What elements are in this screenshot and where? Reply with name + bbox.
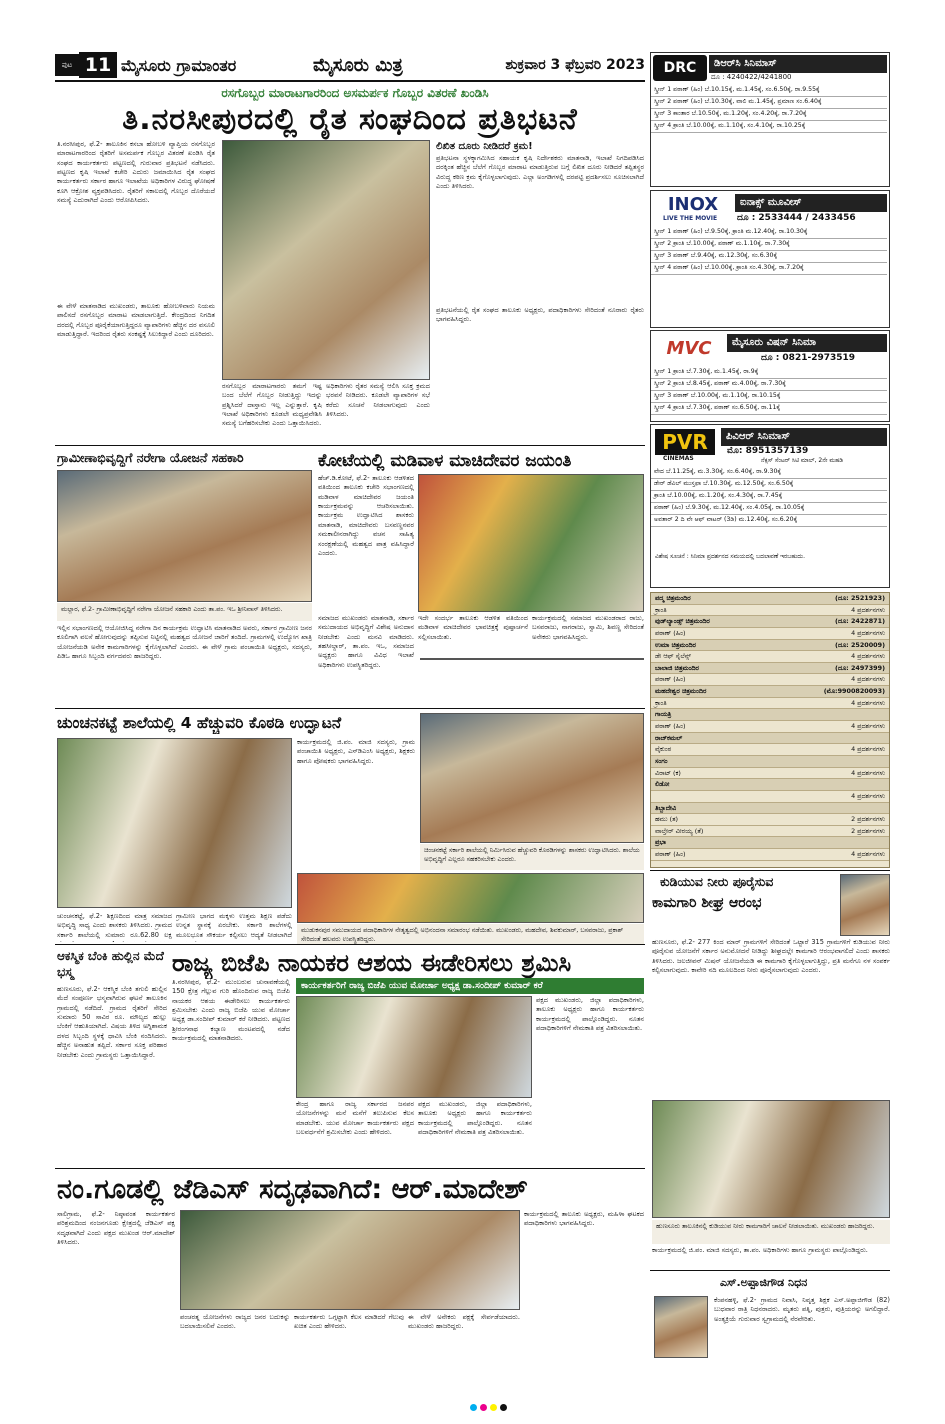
jds-photo bbox=[180, 1210, 520, 1310]
mvc-rows bbox=[651, 367, 887, 415]
show-count: 4 ಪ್ರದರ್ಶನಗಳು bbox=[851, 768, 885, 777]
theatre-name-row bbox=[651, 663, 889, 675]
section-rule-2 bbox=[55, 708, 645, 709]
theatre-show-row bbox=[651, 698, 889, 710]
pvr-logo: PVR bbox=[655, 429, 715, 455]
movie-title: ಕ್ರಾಂತಿ bbox=[655, 698, 667, 707]
lead-col1: ತಿ.ನರಸೀಪುರ, ಫೆ.2- ತಾಲೂಕಿನ ಕಸಬಾ ಹೋಬಳಿ ವ್ಯಾಪ್ತಿಯ ರಸಗೊಬ್ಬರ ಮಾರಾಟಗಾರರಿಂದ ರೈತರಿಗೆ ಅಸಮರ್ಪಕ ಗೊಬ್ಬರ ವಿತರಣೆ ಖಂಡಿಸಿ ರೈತ ಸಂಘದ ಕಾರ್ಯಕರ್ತರು ಪಟ್ಟಣದಲ್ಲಿ ಗುರುವಾರ ಪ್ರತಿಭಟನೆ ನಡೆಸಿದರು. ಪಟ್ಟಣದ ಕೃಷಿ ಇಲಾಖೆ ಕಚೇರಿ ಎದುರು ಜಮಾಯಿಸಿದ ರೈತ ಸಂಘದ ಕಾರ್ಯಕರ್ತರು ಸರ್ಕಾರ ಹಾಗೂ ಇಲಾಖೆಯ ಅಧಿಕಾರಿಗಳ ವಿರುದ್ಧ ಘೋಷಣೆ ಕೂಗಿ ಆಕ್ರೋಶ ವ್ಯಕ್ತಪಡಿಸಿದರು. ರೈತರಿಗೆ ಸಕಾಲದಲ್ಲಿ ಗೊಬ್ಬರ ದೊರೆಯದೆ ಸಮಸ್ಯೆ ಎದುರಾಗಿದೆ ಎಂದು ಆರೋಪಿಸಿದರು. bbox=[57, 140, 215, 205]
bjp-headline: ರಾಜ್ಯ ಬಿಜೆಪಿ ನಾಯಕರ ಆಶಯ ಈಡೇರಿಸಲು ಶ್ರಮಿಸಿ bbox=[172, 949, 572, 977]
theatre-show-row bbox=[651, 768, 889, 780]
pvr-address: ನೆಕ್ಸಸ್ ಸೆಂಟರ್ ಸಿಟಿ ಮಾಲ್, 2ನೇ ಮಹಡಿ bbox=[761, 457, 844, 464]
water-mug-photo bbox=[840, 874, 890, 936]
pvr-row: ಡೇರ್ ಡೆವಿಲ್ ಮುಸ್ತಫಾ ಬೆ.10.30ಕ್ಕೆ, ಮ.12.50ಕ್ಕೆ, ಸಂ.6.50ಕ್ಕೆ bbox=[651, 479, 887, 491]
inox-logo: INOX bbox=[667, 193, 719, 215]
inox-row: ಸ್ಕ್ರೀನ್ 1 ಪಠಾಣ್ (ಹಿಂ) ಬೆ.9.50ಕ್ಕೆ, ಕ್ರಾಂತಿ ಮ.12.40ಕ್ಕೆ, ರಾ.10.30ಕ್ಕೆ bbox=[651, 227, 887, 239]
inox-row: ಸ್ಕ್ರೀನ್ 4 ಪಠಾಣ್ (ಹಿಂ) ಬೆ.10.00ಕ್ಕೆ, ಕ್ರಾಂತಿ ಸಂ.4.30ಕ್ಕೆ, ರಾ.7.20ಕ್ಕೆ bbox=[651, 263, 887, 275]
page-number: 11 bbox=[79, 52, 117, 78]
theatre-list bbox=[650, 592, 890, 868]
drc-box bbox=[650, 52, 890, 187]
school-photo-right bbox=[420, 658, 644, 660]
jds-col5: ಕಾರ್ಯಕ್ರಮದಲ್ಲಿ ತಾಲೂಕು ಅಧ್ಯಕ್ಷರು, ಮಹಿಳಾ ಘಟಕದ ಪದಾಧಿಕಾರಿಗಳು ಭಾಗವಹಿಸಿದ್ದರು. bbox=[524, 1210, 644, 1228]
show-count: 4 ಪ್ರದರ್ಶನಗಳು bbox=[851, 722, 885, 731]
theatre-name-row bbox=[651, 593, 889, 605]
mvc-phone: ದೂ : 0821-2973519 bbox=[761, 353, 856, 363]
theatre-name-row bbox=[651, 733, 889, 745]
theatre-name-row bbox=[651, 837, 889, 849]
obit-photo bbox=[654, 1296, 708, 1358]
mvc-row: ಸ್ಕ್ರೀನ್ 4 ಕ್ರಾಂತಿ ಬೆ.7.30ಕ್ಕೆ, ಪಠಾಣ್ ಸಂ.6.50ಕ್ಕೆ, ರಾ.11ಕ್ಕೆ bbox=[651, 403, 887, 415]
obit-body: ಕೆಂಪನಹಳ್ಳಿ, ಫೆ.2- ಗ್ರಾಮದ ನಿವಾಸಿ, ನಿವೃತ್ತ ಶಿಕ್ಷಕ ಎಸ್.ಅಪ್ಪಾಜಿಗೌಡ (82) ಬುಧವಾರ ರಾತ್ರಿ ನಿಧನರಾದರು. ಮೃತರು ಪತ್ನಿ, ಪುತ್ರರು, ಪುತ್ರಿಯರನ್ನು ಅಗಲಿದ್ದಾರೆ. ಅಂತ್ಯಕ್ರಿಯೆ ಗುರುವಾರ ಸ್ವಗ್ರಾಮದಲ್ಲಿ ನೆರವೇರಿತು. bbox=[714, 1296, 890, 1323]
gram-headline: ಗ್ರಾಮೀಣಾಭಿವೃದ್ಧಿಗೆ ನರೇಗಾ ಯೋಜನೆ ಸಹಕಾರಿ bbox=[57, 450, 244, 465]
group-photo bbox=[297, 873, 644, 923]
drc-name: ಡಿಆರ್‌ಸಿ ಸಿನಿಮಾಸ್ bbox=[709, 55, 887, 73]
water-body: ಹುಣಸೂರು, ಫೆ.2- 277 ಕಿಂದ ಮಾರ್ ಗ್ರಾಮಗಳಿಗೆ ಸೇರಿದಂತೆ ಒಟ್ಟಾರೆ 315 ಗ್ರಾಮಗಳಿಗೆ ಕುಡಿಯುವ ನೀರು ಪೂರೈಸುವ ಯೋಜನೆಗೆ ಸರ್ಕಾರ ಅನುಮೋದನೆ ನೀಡಿದ್ದು ಶೀಘ್ರದಲ್ಲೇ ಕಾಮಗಾರಿ ಆರಂಭವಾಗಲಿದೆ ಎಂದು ಶಾಸಕರು ತಿಳಿಸಿದರು. ಜಲಜೀವನ್ ಮಿಷನ್ ಯೋಜನೆಯಡಿ ಈ ಕಾಮಗಾರಿ ಕೈಗೊಳ್ಳಲಾಗುತ್ತಿದ್ದು, ಪ್ರತಿ ಮನೆಗೂ ನಳ ಸಂಪರ್ಕ ಕಲ್ಪಿಸಲಾಗುವುದು. ಕಾವೇರಿ ನದಿ ಮೂಲದಿಂದ ನೀರು ಪೂರೈಸಲಾಗುವುದು ಎಂದರು. bbox=[652, 938, 890, 975]
theatre-phone: (ಮೊ:9900820093) bbox=[823, 687, 885, 696]
pvr-phone: ಮೊ: 8951357139 bbox=[727, 446, 809, 456]
theatre-show-row bbox=[651, 651, 889, 663]
show-count: 4 ಪ್ರದರ್ಶನಗಳು bbox=[851, 628, 885, 637]
drc-row: ಸ್ಕ್ರೀನ್ 4 ಕ್ರಾಂತಿ ಬೆ.10.00ಕ್ಕೆ, ಮ.1.10ಕ್ಕೆ, ಸಂ.4.10ಕ್ಕೆ, ರಾ.10.25ಕ್ಕೆ bbox=[651, 121, 887, 133]
kote-body3: ಕಾರ್ಯಕ್ರಮದಲ್ಲಿ ಸಮಾಜದ ಮುಖಂಡರಾದ ರಾಜು, ಬಸವರಾಜು, ನಾಗರಾಜು, ಸ್ವಾಮಿ, ಶಿವಣ್ಣ ಸೇರಿದಂತೆ ಅನೇಕರು ಭಾಗವಹಿಸಿದ್ದರು. bbox=[532, 614, 644, 641]
school-photo bbox=[57, 738, 292, 908]
bjp-col4: ಪಕ್ಷದ ಮುಖಂಡರು, ಜಿಲ್ಲಾ ಪದಾಧಿಕಾರಿಗಳು, ತಾಲೂಕು ಅಧ್ಯಕ್ಷರು ಹಾಗೂ ಕಾರ್ಯಕರ್ತರು ಕಾರ್ಯಕ್ರಮದಲ್ಲಿ ಪಾಲ್ಗೊಂಡಿದ್ದರು. ನೂತನ ಪದಾಧಿಕಾರಿಗಳಿಗೆ ನೇಮಕಾತಿ ಪತ್ರ ವಿತರಿಸಲಾಯಿತು. bbox=[536, 996, 644, 1033]
masthead-rule bbox=[55, 80, 645, 82]
lead-photo bbox=[222, 140, 430, 380]
inox-box bbox=[650, 190, 890, 328]
theatre-phone: (ದೂ: 2520009) bbox=[835, 640, 885, 649]
show-count: 2 ಪ್ರದರ್ಶನಗಳು bbox=[851, 815, 885, 824]
theatre-name: ಮಹದೇಶ್ವರ ಚಿತ್ರಮಂದಿರ bbox=[655, 687, 707, 696]
movie-title: ಪಠಾಣ್ (ಹಿಂ) bbox=[655, 722, 686, 731]
movie-title: ಪಠಾಣ್ (ಹಿಂ) bbox=[655, 628, 686, 637]
mvc-row: ಸ್ಕ್ರೀನ್ 1 ಕ್ರಾಂತಿ ಬೆ.7.30ಕ್ಕೆ, ಮ.1.45ಕ್ಕೆ, ರಾ.9ಕ್ಕೆ bbox=[651, 367, 887, 379]
jds-col2: ಪಂಚರತ್ನ ಯೋಜನೆಗಳು ರಾಜ್ಯದ ಜನರ ಬದುಕನ್ನು ಬದಲಾಯಿಸಲಿವೆ ಎಂದರು. bbox=[180, 1313, 290, 1331]
theatre-show-row bbox=[651, 721, 889, 733]
gram-caption: ಮಲ್ಲಾರ, ಫೆ.2- ಗ್ರಾಮೀಣಾಭಿವೃದ್ಧಿಗೆ ನರೇಗಾ ಯೋಜನೆ ಸಹಕಾರಿ ಎಂದು ತಾ.ಪಂ. ಇಒ ಶ್ರೀನಿವಾಸ್ ತಿಳಿಸಿದರು. bbox=[57, 603, 312, 621]
mvc-row: ಸ್ಕ್ರೀನ್ 2 ಕ್ರಾಂತಿ ಬೆ.8.45ಕ್ಕೆ, ಪಠಾಣ್ ಮ.4.00ಕ್ಕೆ, ರಾ.7.30ಕ್ಕೆ bbox=[651, 379, 887, 391]
theatre-name-row bbox=[651, 616, 889, 628]
jds-col4: ಈ ವೇಳೆ ಅನೇಕರು ಪಕ್ಷಕ್ಕೆ ಸೇರ್ಪಡೆಯಾದರು. ಮುಖಂಡರು ಹಾಜರಿದ್ದರು. bbox=[408, 1313, 520, 1331]
masthead bbox=[55, 52, 645, 78]
theatre-show-row bbox=[651, 826, 889, 838]
theatre-phone: (ದೂ: 2422871) bbox=[835, 617, 885, 626]
mvc-logo: MVC bbox=[666, 337, 712, 359]
drc-row: ಸ್ಕ್ರೀನ್ 3 ಕಾಂತಾರ ಬೆ.10.50ಕ್ಕೆ, ಮ.1.20ಕ್ಕೆ, ಸಂ.4.20ಕ್ಕೆ, ರಾ.7.20ಕ್ಕೆ bbox=[651, 109, 887, 121]
water-caption: ಹುಣಸೂರು ತಾಲೂಕಿನಲ್ಲಿ ಕುಡಿಯುವ ನೀರು ಕಾಮಗಾರಿಗೆ ಚಾಲನೆ ನೀಡಲಾಯಿತು. ಮುಖಂಡರು ಹಾಜರಿದ್ದರು. bbox=[652, 1220, 890, 1244]
pvr-row: ಪಠಾಣ್ (ಹಿಂ) ಬೆ.9.30ಕ್ಕೆ, ಮ.12.40ಕ್ಕೆ, ಸಂ.4.05ಕ್ಕೆ, ರಾ.10.05ಕ್ಕೆ bbox=[651, 503, 887, 515]
bjp-col1: ತಿ.ನರಸೀಪುರ, ಫೆ.2- ಮುಂಬರುವ ಚುನಾವಣೆಯಲ್ಲಿ 150 ಕ್ಷೇತ್ರ ಗೆಲ್ಲುವ ಗುರಿ ಹೊಂದಿರುವ ರಾಜ್ಯ ಬಿಜೆಪಿ ನಾಯಕರ ಆಶಯ ಈಡೇರಿಸಲು ಕಾರ್ಯಕರ್ತರು ಶ್ರಮಿಸಬೇಕು ಎಂದು ರಾಜ್ಯ ಬಿಜೆಪಿ ಯುವ ಮೋರ್ಚಾ ಅಧ್ಯಕ್ಷ ಡಾ.ಸಂದೀಪ್ ಕುಮಾರ್ ಕರೆ ನೀಡಿದರು. ಪಟ್ಟಣದ ಶ್ರೀರಂಗನಾಥ ಕಲ್ಯಾಣ ಮಂಟಪದಲ್ಲಿ ನಡೆದ ಕಾರ್ಯಕ್ರಮದಲ್ಲಿ ಮಾತನಾಡಿದರು. bbox=[172, 978, 290, 1043]
theatre-name: ಲಿಡೋ bbox=[655, 780, 670, 789]
school-body1: ಕಾರ್ಯಕ್ರಮದಲ್ಲಿ ಜಿ.ಪಂ. ಮಾಜಿ ಸದಸ್ಯರು, ಗ್ರಾಮ ಪಂಚಾಯಿತಿ ಅಧ್ಯಕ್ಷರು, ಎಸ್‌ಡಿಎಂಸಿ ಅಧ್ಯಕ್ಷರು, ಶಿಕ್ಷಕರು ಹಾಗೂ ಪೋಷಕರು ಭಾಗವಹಿಸಿದ್ದರು. bbox=[297, 738, 415, 765]
school-headline: ಚುಂಚನಕಟ್ಟೆ ಶಾಲೆಯಲ್ಲಿ 4 ಹೆಚ್ಚುವರಿ ಕೊಠಡಿ ಉದ್ಘಾಟನೆ bbox=[57, 714, 342, 732]
movie-title: ಡೇ ಆಫ್ ಸೈಲೆನ್ಸ್ bbox=[655, 652, 691, 661]
theatre-name: ಪ್ರಭಾ bbox=[655, 838, 666, 847]
show-count: 4 ಪ್ರದರ್ಶನಗಳು bbox=[851, 605, 885, 614]
theatre-name: ತಿಬ್ಬಾದೇವಿ bbox=[655, 803, 677, 812]
inox-name: ಐನಾಕ್ಸ್ ಮೂವೀಸ್ bbox=[735, 194, 887, 212]
theatre-name-row bbox=[651, 756, 889, 768]
theatre-name-row bbox=[651, 709, 889, 721]
drc-phone: ದೂ : 4240422/4241800 bbox=[711, 73, 792, 81]
kote-headline: ಕೋಟೆಯಲ್ಲಿ ಮಡಿವಾಳ ಮಾಚಿದೇವರ ಜಯಂತಿ bbox=[318, 451, 572, 471]
lead-col2: ರಸಗೊಬ್ಬರ ಮಾರಾಟಗಾರರು ತಮಗೆ ಇಷ್ಟ ಬಂದ ಬೆಲೆಗೆ ಗೊಬ್ಬರ ನೀಡುತ್ತಿದ್ದು ಇದನ್ನು ಪ್ರಶ್ನಿಸಿದರೆ ದಾಸ್ತಾನು ಇಲ್ಲ ಎನ್ನುತ್ತಾರೆ. ಕೃಷಿ ಇಲಾಖೆ ಅಧಿಕಾರಿಗಳು ಕೂಡಲೇ ಮಧ್ಯಪ್ರವೇಶಿಸಿ ಸಮಸ್ಯೆ ಬಗೆಹರಿಸಬೇಕು ಎಂದು ಒತ್ತಾಯಿಸಿದರು. bbox=[222, 382, 322, 428]
theatre-name-row bbox=[651, 640, 889, 652]
school-col2: ಗ್ರಾಮೀಣ ಭಾಗದ ಮಕ್ಕಳು ಉತ್ತಮ ಶಿಕ್ಷಣ ಪಡೆದು ಉನ್ನತ ಸ್ಥಾನಕ್ಕೆ ಏರಬೇಕು. ಸರ್ಕಾರಿ ಶಾಲೆಗಳಲ್ಲಿ ಮೂಲಭೂತ ಸೌಕರ್ಯ ಕಲ್ಪಿಸಲು ಆದ್ಯತೆ ನೀಡಲಾಗಿದೆ bbox=[176, 912, 292, 939]
lead-headline: ತಿ.ನರಸೀಪುರದಲ್ಲಿ ರೈತ ಸಂಘದಿಂದ ಪ್ರತಿಭಟನೆ bbox=[122, 102, 578, 137]
lead-sidebar-head: ಲಿಖಿತ ದೂರು ನೀಡಿದರೆ ಕ್ರಮ! bbox=[436, 141, 533, 152]
mvc-box bbox=[650, 330, 890, 422]
pvr-row: ವೇದ ಬೆ.11.25ಕ್ಕೆ, ಮ.3.30ಕ್ಕೆ, ಸಂ.6.40ಕ್ಕೆ, ರಾ.9.30ಕ್ಕೆ bbox=[651, 467, 887, 479]
movie-title: ವಾಲ್ತೇರ್ ವೀರಯ್ಯ (ತೆ) bbox=[655, 826, 704, 835]
inox-row: ಸ್ಕ್ರೀನ್ 3 ಪಠಾಣ್ ಬೆ.9.40ಕ್ಕೆ, ಮ.12.30ಕ್ಕೆ, ಸಂ.6.30ಕ್ಕೆ bbox=[651, 251, 887, 263]
theatre-name: ವುಡ್‌ಲ್ಯಾಂಡ್ಸ್ ಚಿತ್ರಮಂದಿರ bbox=[655, 617, 710, 626]
show-count: 4 ಪ್ರದರ್ಶನಗಳು bbox=[851, 791, 885, 800]
movie-title: ಹಮು (ತ) bbox=[655, 815, 678, 824]
bjp-col3: ಪಕ್ಷದ ಮುಖಂಡರು, ಜಿಲ್ಲಾ ಪದಾಧಿಕಾರಿಗಳು, ತಾಲೂಕು ಅಧ್ಯಕ್ಷರು ಹಾಗೂ ಕಾರ್ಯಕರ್ತರು ಕಾರ್ಯಕ್ರಮದಲ್ಲಿ ಪಾಲ್ಗೊಂಡಿದ್ದರು. ನೂತನ ಪದಾಧಿಕಾರಿಗಳಿಗೆ ನೇಮಕಾತಿ ಪತ್ರ ವಿತರಿಸಲಾಯಿತು. bbox=[418, 1100, 532, 1137]
water-headline-2: ಕಾಮಗಾರಿ ಶೀಘ್ರ ಆರಂಭ bbox=[652, 895, 762, 911]
mvc-row: ಸ್ಕ್ರೀನ್ 3 ಪಠಾಣ್ ಬೆ.10.00ಕ್ಕೆ, ಮ.1.10ಕ್ಕೆ, ರಾ.10.15ಕ್ಕೆ bbox=[651, 391, 887, 403]
movie-title: ಪಠಾಣ್ (ಹಿಂ) bbox=[655, 850, 686, 859]
theatre-show-row bbox=[651, 605, 889, 617]
show-count: 4 ಪ್ರದರ್ಶನಗಳು bbox=[851, 698, 885, 707]
school-caption-right: ಚಿಂಚನಕಟ್ಟೆ ಸರ್ಕಾರಿ ಶಾಲೆಯಲ್ಲಿ ನಿರ್ಮಿಸಿರುವ ಹೆಚ್ಚುವರಿ ಕೊಠಡಿಗಳನ್ನು ಶಾಸಕರು ಉದ್ಘಾಟಿಸಿದರು. ಶಾಲೆಯ ಅಭಿವೃದ್ಧಿಗೆ ಎಲ್ಲರೂ ಸಹಕರಿಸಬೇಕು ಎಂದರು. bbox=[420, 844, 644, 870]
theatre-name-row bbox=[651, 779, 889, 791]
bank-body: ಹುಣಸೂರು, ಫೆ.2- ಆಕಸ್ಮಿಕ ಬೆಂಕಿ ತಗುಲಿ ಹುಲ್ಲಿನ ಮೆದೆ ಸಂಪೂರ್ಣ ಭಸ್ಮವಾಗಿರುವ ಘಟನೆ ತಾಲೂಕಿನ ಗ್ರಾಮದಲ್ಲಿ ನಡೆದಿದೆ. ಗ್ರಾಮದ ರೈತರಿಗೆ ಸೇರಿದ ಸುಮಾರು 50 ಸಾವಿರ ರೂ. ಮೌಲ್ಯದ ಹುಲ್ಲು ಬೆಂಕಿಗೆ ಆಹುತಿಯಾಗಿದೆ. ವಿಷಯ ತಿಳಿದ ಅಗ್ನಿಶಾಮಕ ದಳದ ಸಿಬ್ಬಂದಿ ಸ್ಥಳಕ್ಕೆ ಧಾವಿಸಿ ಬೆಂಕಿ ನಂದಿಸಿದರು. ಹೆಚ್ಚಿನ ಅನಾಹುತ ತಪ್ಪಿದೆ. ಸರ್ಕಾರ ಸೂಕ್ತ ಪರಿಹಾರ ನೀಡಬೇಕು ಎಂದು ಗ್ರಾಮಸ್ಥರು ಒತ್ತಾಯಿಸಿದ್ದಾರೆ. bbox=[57, 985, 167, 1059]
kote-caption: ಇದೇ ಸಂದರ್ಭ ತಾಲೂಕು ಆಡಳಿತ ವತಿಯಿಂದ ಮಡಿವಾಳ ಮಾಚಿದೇವರ ಭಾವಚಿತ್ರಕ್ಕೆ ಪುಷ್ಪಾರ್ಚನೆ ಸಲ್ಲಿಸಲಾಯಿತು. bbox=[418, 614, 528, 641]
theatre-show-row bbox=[651, 814, 889, 826]
pvr-note: ವಿಶೇಷ ಸೂಚನೆ : ಸಿನಿಮಾ ಪ್ರದರ್ಶನದ ಸಮಯದಲ್ಲಿ ಬದಲಾವಣೆ ಇರಬಹುದು. bbox=[655, 553, 805, 560]
kote-body1: ಹೆಚ್.ಡಿ.ಕೋಟೆ, ಫೆ.2- ತಾಲೂಕು ಆಡಳಿತದ ವತಿಯಿಂದ ತಾಲೂಕು ಕಚೇರಿ ಸಭಾಂಗಣದಲ್ಲಿ ಮಡಿವಾಳ ಮಾಚಿದೇವರ ಜಯಂತಿ ಕಾರ್ಯಕ್ರಮವನ್ನು ಆಚರಿಸಲಾಯಿತು. ಕಾರ್ಯಕ್ರಮ ಉದ್ಘಾಟಿಸಿದ ಶಾಸಕರು ಮಾತನಾಡಿ, ಮಾಚಿದೇವರು ಬಸವಣ್ಣನವರ ಸಮಕಾಲೀನರಾಗಿದ್ದು ವಚನ ಸಾಹಿತ್ಯ ಸಂರಕ್ಷಣೆಯಲ್ಲಿ ಮಹತ್ವದ ಪಾತ್ರ ವಹಿಸಿದ್ದಾರೆ ಎಂದರು. bbox=[318, 474, 414, 557]
school-col1: ಚುಂಚನಕಟ್ಟೆ, ಫೆ.2- ಶಿಕ್ಷಣದಿಂದ ಮಾತ್ರ ಸಮಾಜದ ಅಭಿವೃದ್ಧಿ ಸಾಧ್ಯ ಎಂದು ಶಾಸಕರು ತಿಳಿಸಿದರು. ಗ್ರಾಮದ ಸರ್ಕಾರಿ ಶಾಲೆಯಲ್ಲಿ ಸುಮಾರು ರೂ.62.80 ಲಕ್ಷ bbox=[57, 912, 172, 939]
issue-date: ಶುಕ್ರವಾರ 3 ಫೆಬ್ರವರಿ 2023 bbox=[505, 57, 645, 73]
water-headline-1: ಕುಡಿಯುವ ನೀರು ಪೂರೈಸುವ bbox=[660, 874, 774, 889]
theatre-name: ರಾಜ್‌ಕಮಲ್ bbox=[655, 733, 683, 742]
section-rule-4 bbox=[55, 1168, 645, 1169]
section-rule bbox=[55, 445, 645, 446]
theatre-name: ಪದ್ಮ ಚಿತ್ರಮಂದಿರ bbox=[655, 594, 691, 602]
mvc-name: ಮೈಸೂರು ವಿಷನ್ ಸಿನಿಮಾ bbox=[727, 334, 887, 352]
jds-col3: ಕಾರ್ಯಕರ್ತರು ಒಗ್ಗಟ್ಟಾಗಿ ಕೆಲಸ ಮಾಡಿದರೆ ಗೆಲುವು ಖಚಿತ ಎಂದು ಹೇಳಿದರು. bbox=[294, 1313, 404, 1331]
paper-name: ಮೈಸೂರು ಮಿತ್ರ bbox=[313, 55, 403, 76]
theatre-phone: (ದೂ: 2497399) bbox=[835, 663, 885, 672]
show-count: 4 ಪ್ರದರ್ಶನಗಳು bbox=[851, 652, 885, 661]
group-caption: ಮುಡುಕನಪುರ ಸಮುದಾಯದ ಪದಾಧಿಕಾರಿಗಳ ನೇತೃತ್ವದಲ್ಲಿ ಅಭಿನಂದನಾ ಸಮಾರಂಭ ನಡೆಯಿತು. ಮುಖಂಡರು, ಮಹದೇವ, ಶಿವಕುಮಾರ್, ಬಸವರಾಜು, ಪ್ರಕಾಶ್ ಸೇರಿದಂತೆ ಹಲವರು ಉಪಸ್ಥಿತರಿದ್ದರು. bbox=[297, 924, 644, 944]
drc-row: ಸ್ಕ್ರೀನ್ 2 ಪಠಾಣ್ (ಹಿಂ) ಬೆ.10.30ಕ್ಕೆ, ವಾಲಿ ಮ.1.45ಕ್ಕೆ, ಪ್ರಮಾಣ ಸಂ.6.40ಕ್ಕೆ bbox=[651, 97, 887, 109]
show-count: 4 ಪ್ರದರ್ಶನಗಳು bbox=[851, 745, 885, 754]
theatre-name-row bbox=[651, 686, 889, 698]
inox-phone: ದೂ : 2533444 / 2433456 bbox=[737, 213, 856, 223]
obit-headline: ಎಸ್.ಅಪ್ಪಾಜಿಗೌಡ ನಿಧನ bbox=[720, 1276, 808, 1289]
kote-photo bbox=[418, 474, 644, 612]
movie-title: ಕ್ರಾಂತಿ bbox=[655, 605, 667, 614]
inox-rows bbox=[651, 227, 887, 275]
lead-col4: ಪ್ರತಿಭಟನಾ ಸ್ಥಳಕ್ಕಾಗಮಿಸಿದ ಸಹಾಯಕ ಕೃಷಿ ನಿರ್ದೇಶಕರು ಮಾತನಾಡಿ, ಇಲಾಖೆ ನಿಗದಿಪಡಿಸಿದ ದರಕ್ಕಿಂತ ಹೆಚ್ಚಿನ ಬೆಲೆಗೆ ಗೊಬ್ಬರ ಮಾರಾಟ ಮಾಡುತ್ತಿರುವ ಬಗ್ಗೆ ಲಿಖಿತ ದೂರು ನೀಡಿದರೆ ತಪ್ಪಿತಸ್ಥರ ವಿರುದ್ಧ ಕಠಿಣ ಕ್ರಮ ಕೈಗೊಳ್ಳಲಾಗುವುದು. ಎಲ್ಲಾ ಅಂಗಡಿಗಳಲ್ಲಿ ದರಪಟ್ಟಿ ಪ್ರದರ್ಶಿಸಲು ಸೂಚಿಸಲಾಗಿದೆ ಎಂದು ತಿಳಿಸಿದರು. bbox=[436, 154, 644, 191]
drc-rows bbox=[651, 85, 887, 133]
lead-kicker: ರಸಗೊಬ್ಬರ ಮಾರಾಟಗಾರರಿಂದ ಅಸಮರ್ಪಕ ಗೊಬ್ಬರ ವಿತರಣೆ ಖಂಡಿಸಿ bbox=[221, 86, 489, 100]
theatre-show-row bbox=[651, 628, 889, 640]
theatre-show-row bbox=[651, 791, 889, 803]
theatre-phone: (ದೂ: 2521923) bbox=[835, 594, 885, 602]
kote-body2: ಸಮಾಜದ ಮುಖಂಡರು ಮಾತನಾಡಿ, ಸರ್ಕಾರ ಸಮುದಾಯದ ಅಭಿವೃದ್ಧಿಗೆ ವಿಶೇಷ ಅನುದಾನ ನೀಡಬೇಕು ಎಂದು ಮನವಿ ಮಾಡಿದರು. ತಹಸೀಲ್ದಾರ್, ತಾ.ಪಂ. ಇಒ, ಸಮಾಜದ ಅಧ್ಯಕ್ಷರು ಹಾಗೂ ವಿವಿಧ ಇಲಾಖೆ ಅಧಿಕಾರಿಗಳು ಉಪಸ್ಥಿತರಿದ್ದರು. bbox=[318, 614, 414, 669]
inox-row: ಸ್ಕ್ರೀನ್ 2 ಕ್ರಾಂತಿ ಬೆ.10.00ಕ್ಕೆ, ಪಠಾಣ್ ಮ.1.10ಕ್ಕೆ, ರಾ.7.30ಕ್ಕೆ bbox=[651, 239, 887, 251]
theatre-show-row bbox=[651, 674, 889, 686]
gram-photo bbox=[57, 470, 312, 602]
pvr-row: ಅವತಾರ್ 2 ದಿ ವೇ ಆಫ್ ವಾಟರ್ (3ಡಿ) ಮ.12.40ಕ್ಕೆ, ಸಂ.6.20ಕ್ಕೆ bbox=[651, 515, 887, 527]
drc-logo: DRC bbox=[653, 55, 707, 81]
show-count: 2 ಪ್ರದರ್ಶನಗಳು bbox=[851, 826, 885, 835]
pvr-sub: CINEMAS bbox=[663, 455, 694, 462]
movie-title: ವಿರಾಟ್ (ಕ) bbox=[655, 768, 681, 777]
bank-headline: ಆಕಸ್ಮಿಕ ಬೆಂಕಿ ಹುಲ್ಲಿನ ಮೆದೆ ಭಸ್ಮ bbox=[57, 949, 164, 979]
lead-col4b: ಪ್ರತಿಭಟನೆಯಲ್ಲಿ ರೈತ ಸಂಘದ ತಾಲೂಕು ಅಧ್ಯಕ್ಷರು, ಪದಾಧಿಕಾರಿಗಳು ಸೇರಿದಂತೆ ನೂರಾರು ರೈತರು ಭಾಗವಹಿಸಿದ್ದರು. bbox=[436, 306, 644, 324]
inox-tagline: LIVE THE MOVIE bbox=[663, 215, 718, 222]
pvr-row: ಕ್ರಾಂತಿ ಬೆ.10.00ಕ್ಕೆ, ಮ.1.20ಕ್ಕೆ, ಸಂ.4.30ಕ್ಕೆ, ರಾ.7.45ಕ್ಕೆ bbox=[651, 491, 887, 503]
bjp-col2: ಕೇಂದ್ರ ಹಾಗೂ ರಾಜ್ಯ ಸರ್ಕಾರದ ಜನಪರ ಯೋಜನೆಗಳನ್ನು ಮನೆ ಮನೆಗೆ ತಲುಪಿಸುವ ಕೆಲಸ ಮಾಡಬೇಕು. ಯುವ ಮೋರ್ಚಾ ಕಾರ್ಯಕರ್ತರು ಪಕ್ಷದ ಬಲವರ್ಧನೆಗೆ ಶ್ರಮಿಸಬೇಕು ಎಂದು ಹೇಳಿದರು. bbox=[296, 1100, 414, 1137]
theatre-name: ಸಂಗಂ bbox=[655, 756, 668, 765]
theatre-show-row bbox=[651, 849, 889, 861]
movie-title: ಪಠಾಣ್ (ಹಿಂ) bbox=[655, 675, 686, 684]
show-count: 4 ಪ್ರದರ್ಶನಗಳು bbox=[851, 675, 885, 684]
pvr-box bbox=[650, 424, 890, 588]
bjp-subhead: ಕಾರ್ಯಕರ್ತರಿಗೆ ರಾಜ್ಯ ಬಿಜೆಪಿ ಯುವ ಮೋರ್ಚಾ ಅಧ್ಯಕ್ಷ ಡಾ.ಸಂದೀಪ್ ಕುಮಾರ್ ಕರೆ bbox=[296, 978, 644, 994]
section-rule-3 bbox=[55, 944, 645, 945]
movie-title: ವೈಕುಂಠ bbox=[655, 745, 672, 754]
theatre-name: ಉಮಾ ಚಿತ್ರಮಂದಿರ bbox=[655, 640, 696, 649]
jds-headline: ನಂ.ಗೂಡಲ್ಲಿ ಜೆಡಿಎಸ್ ಸದೃಢವಾಗಿದೆ: ಆರ್.ಮಾದೇಶ್ bbox=[57, 1174, 528, 1205]
theatre-show-row bbox=[651, 744, 889, 756]
lead-col3: ಅಧಿಕಾರಿಗಳು ರೈತರ ಸಮಸ್ಯೆ ಆಲಿಸಿ ಸೂಕ್ತ ಕ್ರಮದ ಭರವಸೆ ನೀಡಿದರು. ಕೂಡಲೇ ವ್ಯಾಪಾರಿಗಳ ಸಭೆ ಕರೆದು ಸೂಚನೆ ನೀಡಲಾಗುವುದು ಎಂದು ತಿಳಿಸಿದರು. bbox=[326, 382, 430, 419]
obit-rule bbox=[650, 1270, 890, 1271]
theatre-name: ಗಾಯತ್ರಿ bbox=[655, 710, 672, 719]
theatre-name: ಬಾಲಾಜಿ ಚಿತ್ರಮಂದಿರ bbox=[655, 663, 699, 672]
lead-col1b: ಈ ವೇಳೆ ಮಾತನಾಡಿದ ಮುಖಂಡರು, ತಾಲೂಕು ಹೋಬಳಿವಾರು ನಿಯಮ ಪಾಲಿಸದೆ ರಸಗೊಬ್ಬರ ಮಾರಾಟ ಮಾಡಲಾಗುತ್ತಿದೆ. ಕೇಂದ್ರದಿಂದ ನಿಗದಿತ ದರದಲ್ಲಿ ಗೊಬ್ಬರ ಪೂರೈಕೆಯಾಗುತ್ತಿದ್ದರೂ ವ್ಯಾಪಾರಿಗಳು ಹೆಚ್ಚಿನ ದರ ವಸೂಲಿ ಮಾಡುತ್ತಿದ್ದಾರೆ. ಇದರಿಂದ ರೈತರು ಸಂಕಷ್ಟಕ್ಕೆ ಸಿಲುಕಿದ್ದಾರೆ ಎಂದು ದೂರಿದರು. bbox=[57, 302, 215, 339]
pvr-name: ಪಿವಿಆರ್ ಸಿನಿಮಾಸ್ bbox=[721, 428, 887, 446]
water-body2: ಕಾರ್ಯಕ್ರಮದಲ್ಲಿ ಜಿ.ಪಂ. ಮಾಜಿ ಸದಸ್ಯರು, ತಾ.ಪಂ. ಅಧಿಕಾರಿಗಳು ಹಾಗೂ ಗ್ರಾಮಸ್ಥರು ಪಾಲ್ಗೊಂಡಿದ್ದರು. bbox=[652, 1246, 868, 1254]
right-rule bbox=[650, 870, 890, 871]
section-title: ಮೈಸೂರು ಗ್ರಾಮಾಂತರ bbox=[121, 56, 237, 75]
bjp-photo bbox=[296, 996, 532, 1098]
gram-body: ಇಲ್ಲಿನ ಸಭಾಂಗಣದಲ್ಲಿ ಆಯೋಜಿಸಿದ್ದ ನರೇಗಾ ದಿನ ಕಾರ್ಯಕ್ರಮ ಉದ್ಘಾಟಿಸಿ ಮಾತನಾಡಿದ ಅವರು, ಸರ್ಕಾರ ಗ್ರಾಮೀಣ ಜನರ ಕೂಲಿಗಾಗಿ ವಲಸೆ ಹೋಗುವುದನ್ನು ತಪ್ಪಿಸುವ ನಿಟ್ಟಿನಲ್ಲಿ ಮಹತ್ವದ ಯೋಜನೆ ಜಾರಿಗೆ ತಂದಿದೆ. ಗ್ರಾಮಗಳಲ್ಲಿ ಉದ್ಯೋಗ ಖಾತ್ರಿ ಯೋಜನೆಯಡಿ ಅನೇಕ ಕಾಮಗಾರಿಗಳನ್ನು ಕೈಗೊಳ್ಳಲಾಗಿದೆ ಎಂದರು. ಈ ವೇಳೆ ಗ್ರಾಮ ಪಂಚಾಯಿತಿ ಅಧ್ಯಕ್ಷರು, ಸದಸ್ಯರು, ಪಿಡಿಒ ಹಾಗೂ ಸಿಬ್ಬಂದಿ ವರ್ಗದವರು ಹಾಜರಿದ್ದರು. bbox=[57, 624, 312, 661]
pvr-rows bbox=[651, 467, 887, 527]
lamp-photo bbox=[420, 713, 644, 843]
theatre-name-row bbox=[651, 803, 889, 815]
drc-row: ಸ್ಕ್ರೀನ್ 1 ಪಠಾಣ್ (ಹಿಂ) ಬೆ.10.15ಕ್ಕೆ, ಮ.1.45ಕ್ಕೆ, ಸಂ.6.50ಕ್ಕೆ, ರಾ.9.55ಕ್ಕೆ bbox=[651, 85, 887, 97]
show-count: 4 ಪ್ರದರ್ಶನಗಳು bbox=[851, 850, 885, 859]
registration-marks bbox=[470, 1404, 507, 1411]
jds-col1: ಸಾಲಿಗ್ರಾಮ, ಫೆ.2- ನಿಷ್ಠಾವಂತ ಕಾರ್ಯಕರ್ತರ ಪರಿಶ್ರಮದಿಂದ ನಂಜನಗೂಡು ಕ್ಷೇತ್ರದಲ್ಲಿ ಜೆಡಿಎಸ್ ಪಕ್ಷ ಸದೃಢವಾಗಿದೆ ಎಂದು ಪಕ್ಷದ ಮುಖಂಡ ಆರ್.ಮಾದೇಶ್ ತಿಳಿಸಿದರು. bbox=[57, 1210, 175, 1247]
water-photo bbox=[652, 1100, 890, 1218]
page-label: ಪುಟ bbox=[55, 54, 79, 76]
